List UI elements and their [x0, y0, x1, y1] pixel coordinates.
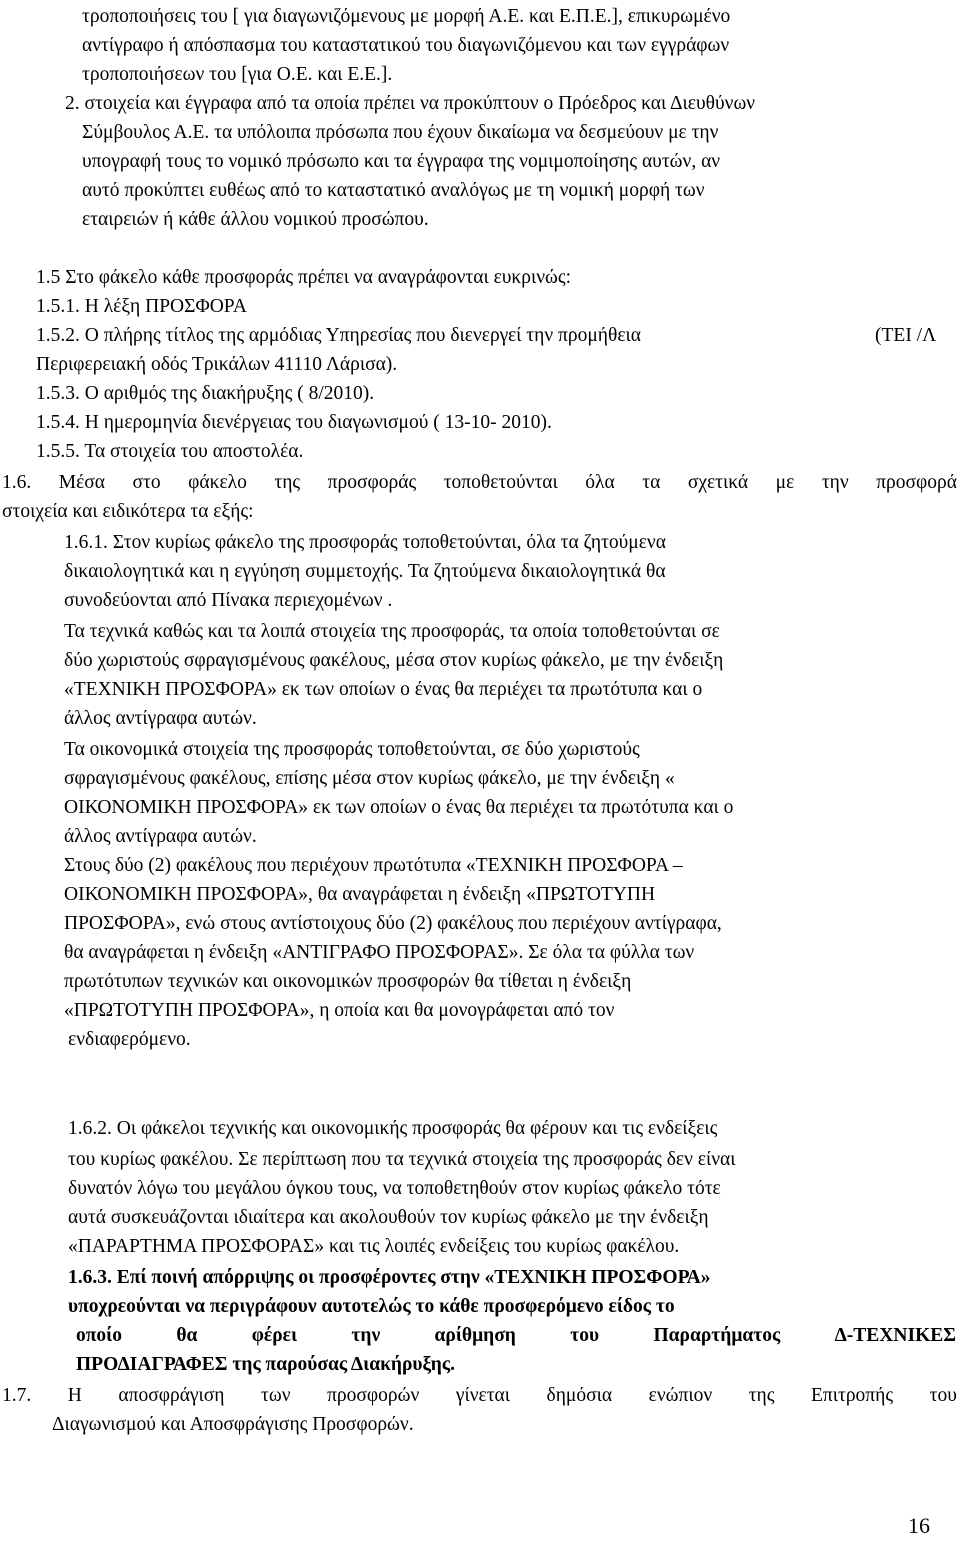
text-line: τροποποιήσεις του [ για διαγωνιζόμενους με μορφή Α.Ε. και Ε.Π.Ε.], επικυρωμένο	[82, 6, 731, 27]
text-line: αντίγραφο ή απόσπασμα του καταστατικού του διαγωνιζόμενου και των εγγράφων	[82, 35, 730, 56]
page-number: 16	[908, 1513, 930, 1538]
text-line: αυτό προκύπτει ευθέως από το καταστατικό αναλόγως με τη νομική μορφή των	[82, 180, 705, 201]
text-line: 1.6.1. Στον κυρίως φάκελο της προσφοράς τοποθετούνται, όλα τα ζητούμενα	[64, 532, 666, 553]
text-line: δυνατόν λόγω του μεγάλου όγκου τους, να τοποθετηθούν στον κυρίως φάκελο τότε	[68, 1178, 721, 1199]
text-line: σφραγισμένους φακέλους, επίσης μέσα στον κυρίως φάκελο, με την ένδειξη «	[64, 768, 675, 789]
text-line: εταιρειών ή κάθε άλλου νομικού προσώπου.	[82, 209, 429, 230]
text-line: Διαγωνισμού και Αποσφράγισης Προσφορών.	[52, 1414, 414, 1435]
text-line: (ΤΕΙ /Λ	[875, 325, 937, 346]
text-line: πρωτότυπων τεχνικών και οικονομικών προσφορών θα τίθεται η ένδειξη	[64, 971, 632, 992]
text-line-bold: 1.6.3. Επί ποινή απόρριψης οι προσφέροντες στην «ΤΕΧΝΙΚΗ ΠΡΟΣΦΟΡΑ»	[68, 1267, 711, 1288]
text-line: άλλος αντίγραφα αυτών.	[64, 826, 257, 847]
text-line-bold: οποίο θα φέρει την αρίθμηση του Παραρτήματος Δ-ΤΕΧΝΙΚΕΣ	[76, 1325, 956, 1346]
text-line: ΟΙΚΟΝΟΜΙΚΗ ΠΡΟΣΦΟΡΑ» εκ των οποίων ο ένας θα περιέχει τα πρωτότυπα και ο	[64, 797, 734, 818]
text-line: 1.6.2. Οι φάκελοι τεχνικής και οικονομικής προσφοράς θα φέρουν και τις ενδείξεις	[68, 1118, 718, 1139]
text-line: άλλος αντίγραφα αυτών.	[64, 708, 257, 729]
text-line-bold: ΠΡΟΔΙΑΓΡΑΦΕΣ της παρούσας Διακήρυξης.	[76, 1354, 455, 1375]
text-line: τροποποιήσεων του [για Ο.Ε. και Ε.Ε.].	[82, 64, 393, 85]
text-line: 1.5.4. Η ημερομηνία διενέργειας του διαγωνισμού ( 13-10- 2010).	[36, 412, 552, 433]
text-line: 1.5.2. Ο πλήρης τίτλος της αρμόδιας Υπηρεσίας που διενεργεί την προμήθεια	[36, 325, 641, 346]
text-line: 1.6. Μέσα στο φάκελο της προσφοράς τοποθετούνται όλα τα σχετικά με την προσφορά	[2, 472, 957, 493]
text-line: «ΠΑΡΑΡΤΗΜΑ ΠΡΟΣΦΟΡΑΣ» και τις λοιπές ενδείξεις του κυρίως φακέλου.	[68, 1236, 680, 1257]
text-line: Τα οικονομικά στοιχεία της προσφοράς τοποθετούνται, σε δύο χωριστούς	[64, 739, 640, 760]
text-line: δύο χωριστούς σφραγισμένους φακέλους, μέσα στον κυρίως φάκελο, με την ένδειξη	[64, 650, 724, 671]
text-line: ενδιαφερόμενο.	[68, 1029, 191, 1050]
text-line: στοιχεία και ειδικότερα τα εξής:	[2, 501, 254, 522]
text-line: αυτά συσκευάζονται ιδιαίτερα και ακολουθούν τον κυρίως φάκελο με την ένδειξη	[68, 1207, 709, 1228]
text-line: 1.5.3. Ο αριθμός της διακήρυξης ( 8/2010).	[36, 383, 375, 404]
text-line: ΠΡΟΣΦΟΡΑ», ενώ στους αντίστοιχους δύο (2) φακέλους που περιέχουν αντίγραφα,	[64, 913, 722, 934]
text-line: υπογραφή τους το νομικό πρόσωπο και τα έγγραφα της νομιμοποίησης αυτών, αν	[82, 151, 721, 172]
text-line: «ΤΕΧΝΙΚΗ ΠΡΟΣΦΟΡΑ» εκ των οποίων ο ένας θα περιέχει τα πρωτότυπα και ο	[64, 679, 703, 700]
text-line: συνοδεύονται από Πίνακα περιεχομένων .	[64, 590, 393, 611]
text-line: 1.5.1. Η λέξη ΠΡΟΣΦΟΡΑ	[36, 296, 247, 317]
text-line: θα αναγράφεται η ένδειξη «ΑΝΤΙΓΡΑΦΟ ΠΡΟΣΦΟΡΑΣ». Σε όλα τα φύλλα των	[64, 942, 695, 963]
text-line: «ΠΡΩΤΟΤΥΠΗ ΠΡΟΣΦΟΡΑ», η οποία και θα μονογράφεται από τον	[64, 1000, 615, 1021]
text-line: του κυρίως φακέλου. Σε περίπτωση που τα τεχνικά στοιχεία της προσφοράς δεν είναι	[68, 1149, 736, 1170]
text-line: Περιφερειακή οδός Τρικάλων 41110 Λάρισα).	[36, 354, 398, 375]
text-line: 2. στοιχεία και έγγραφα από τα οποία πρέπει να προκύπτουν ο Πρόεδρος και Διευθύνων	[65, 93, 756, 114]
text-line: Τα τεχνικά καθώς και τα λοιπά στοιχεία της προσφοράς, τα οποία τοποθετούνται σε	[64, 621, 720, 642]
text-line: Στους δύο (2) φακέλους που περιέχουν πρωτότυπα «ΤΕΧΝΙΚΗ ΠΡΟΣΦΟΡΑ –	[64, 855, 683, 876]
text-line: δικαιολογητικά και η εγγύηση συμμετοχής. Τα ζητούμενα δικαιολογητικά θα	[64, 561, 666, 582]
text-line: 1.5 Στο φάκελο κάθε προσφοράς πρέπει να αναγράφονται ευκρινώς:	[36, 267, 572, 288]
text-line: 1.5.5. Τα στοιχεία του αποστολέα.	[36, 441, 304, 462]
text-line: Σύμβουλος Α.Ε. τα υπόλοιπα πρόσωπα που έχουν δικαίωμα να δεσμεύουν με την	[82, 122, 719, 143]
text-line: 1.7. Η αποσφράγιση των προσφορών γίνεται δημόσια ενώπιον της Επιτροπής του	[2, 1385, 957, 1406]
text-line-bold: υποχρεούνται να περιγράφουν αυτοτελώς το κάθε προσφερόμενο είδος το	[68, 1296, 675, 1317]
text-line: ΟΙΚΟΝΟΜΙΚΗ ΠΡΟΣΦΟΡΑ», θα αναγράφεται η ένδειξη «ΠΡΩΤΟΤΥΠΗ	[64, 884, 656, 905]
